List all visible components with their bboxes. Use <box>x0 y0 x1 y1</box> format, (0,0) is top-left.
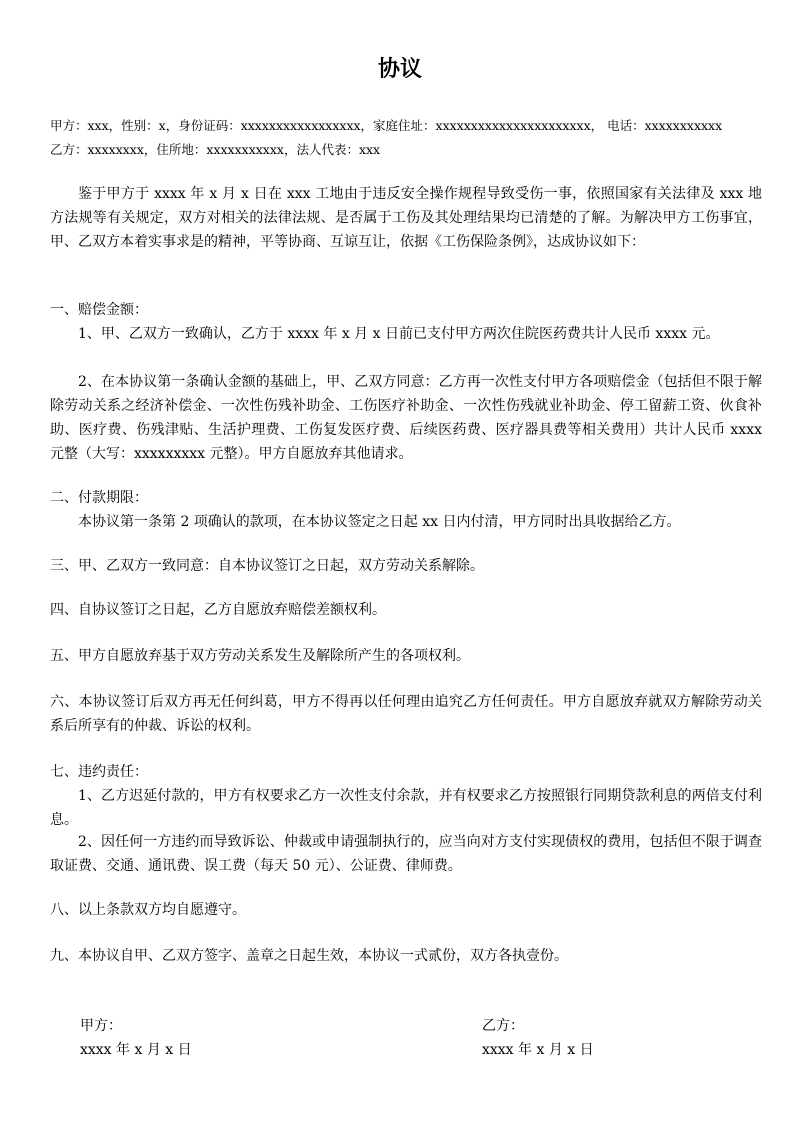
signature-party-b-label: 乙方： <box>482 1018 524 1034</box>
section-7-item-1: 1、乙方迟延付款的，甲方有权要求乙方一次性支付余款，并有权要求乙方按照银行同期贷款利息的两倍支付利息。 <box>50 788 762 828</box>
section-3: 三、甲、乙双方一致同意：自本协议签订之日起，双方劳动关系解除。 <box>50 558 484 574</box>
signature-party-a-date: xxxx 年 x 月 x 日 <box>80 1042 192 1058</box>
section-7-item-2: 2、因任何一方违约而导致诉讼、仲裁或申请强制执行的，应当向对方支付实现债权的费用，包括但不限于调查取证费、交通、通讯费、误工费（每天 50 元）、公证费、律师费。 <box>50 834 762 874</box>
preamble-paragraph: 鉴于甲方于 xxxx 年 x 月 x 日在 xxx 工地由于违反安全操作规程导致受伤一事，依照国家有关法律及 xxx 地方法规等有关规定，双方对相关的法律法规、是否属于工伤及其处理结果均已清楚的了解。为解决甲方工伤事宜，甲、乙双方本着实事求是的精神，平等协商、互谅互让，依据《工伤保险条例》，达成协议如下： <box>50 186 762 250</box>
party-a-info: 甲方：xxx，性别：x，身份证码：xxxxxxxxxxxxxxxxx，家庭住址：xxxxxxxxxxxxxxxxxxxxxx， 电话：xxxxxxxxxxx <box>50 118 723 133</box>
document-title: 协议 <box>377 57 422 82</box>
party-b-info: 乙方：xxxxxxxx，住所地：xxxxxxxxxxx，法人代表：xxx <box>50 142 381 157</box>
section-9: 九、本协议自甲、乙双方签字、盖章之日起生效，本协议一式贰份，双方各执壹份。 <box>50 948 568 964</box>
section-1-item-1: 1、甲、乙双方一致确认，乙方于 xxxx 年 x 月 x 日前已支付甲方两次住院医药费共计人民币 xxxx 元。 <box>78 326 720 342</box>
section-6: 六、本协议签订后双方再无任何纠葛，甲方不得再以任何理由追究乙方任何责任。甲方自愿放弃就双方解除劳动关系后所享有的仲裁、诉讼的权利。 <box>50 694 762 734</box>
section-4: 四、自协议签订之日起，乙方自愿放弃赔偿差额权利。 <box>50 602 386 618</box>
signature-party-b-date: xxxx 年 x 月 x 日 <box>482 1042 594 1058</box>
section-1-item-2: 2、在本协议第一条确认金额的基础上，甲、乙双方同意：乙方再一次性支付甲方各项赔偿金（包括但不限于解除劳动关系之经济补偿金、一次性伤残补助金、工伤医疗补助金、一次性伤残就业补助金、停工留薪工资、伙食补助、医疗费、伤残津贴、生活护理费、工伤复发医疗费、后续医药费、医疗器具费等相关费用）共计人民币 xxxx 元整（大写：xxxxxxxxx 元整）。甲方自愿放弃其他请求。 <box>50 374 762 462</box>
section-8: 八、以上条款双方均自愿遵守。 <box>50 902 246 918</box>
signature-party-a-label: 甲方： <box>80 1018 122 1034</box>
section-2-body: 本协议第一条第 2 项确认的款项，在本协议签定之日起 xx 日内付清，甲方同时出具收据给乙方。 <box>78 514 681 530</box>
section-2-heading: 二、付款期限： <box>50 490 148 506</box>
section-5: 五、甲方自愿放弃基于双方劳动关系发生及解除所产生的各项权利。 <box>50 648 470 664</box>
section-1-heading: 一、赔偿金额： <box>50 302 148 318</box>
section-7-heading: 七、违约责任： <box>50 764 148 780</box>
